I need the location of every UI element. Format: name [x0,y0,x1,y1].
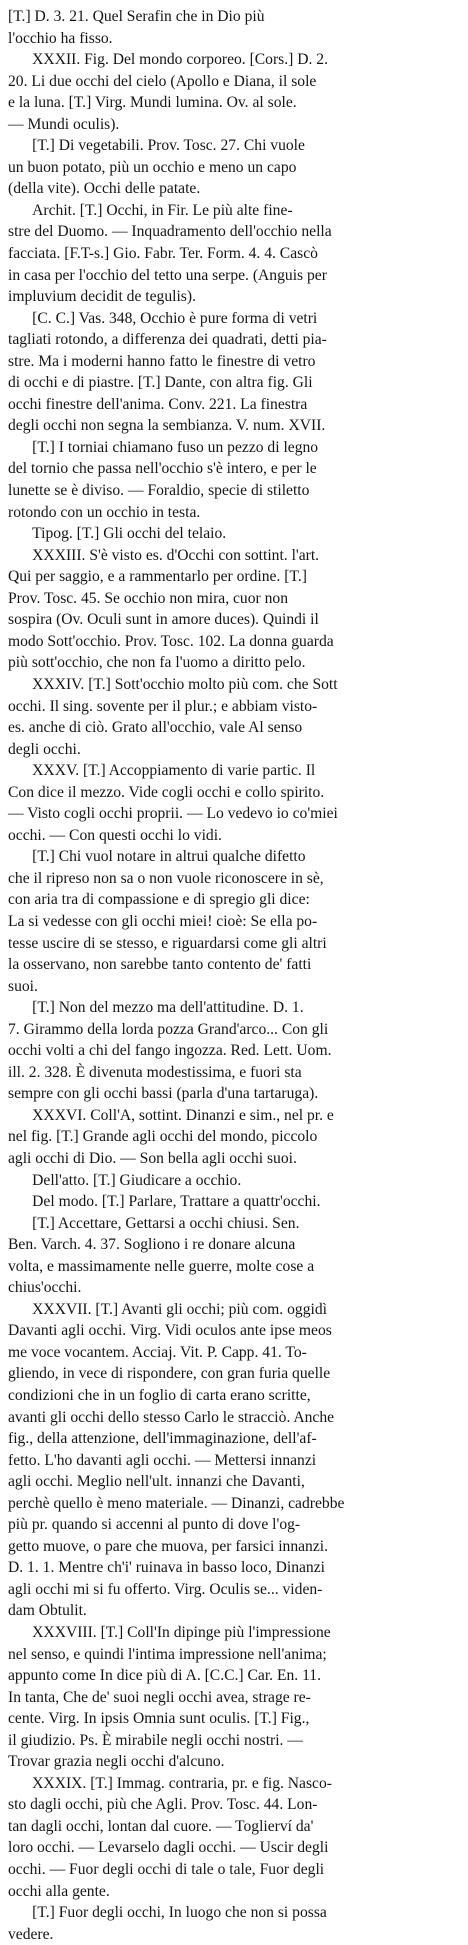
paragraph-16: [T.] Accettare, Gettarsi a occhi chiusi. Sen. Ben. Varch. 4. 37. Sogliono i re donare alcuna volta, e massimamente nelle guerre, molte cose a chius'occhi. [8,1214,315,1297]
paragraph-14: Dell'atto. [T.] Giudicare a occhio. [32,1171,242,1189]
paragraph-15: Del modo. [T.] Parlare, Trattare a quattr'occhi. [32,1193,321,1211]
paragraph-04: Archit. [T.] Occhi, in Fir. Le più alte fine- stre del Duomo. — Inquadramento dell'occhio nella facciata. [F.T-s.] Gio. Fabr. Ter. Form. 4. 4. Cascò in casa per l'occhio del tetto una serpe. (Anguis per impluvium decidit de tegulis). [8,201,332,306]
paragraph-03: [T.] Di vegetabili. Prov. Tosc. 27. Chi vuole un buon potato, più un occhio e meno un capo (della vite). Occhi delle patate. [8,137,305,198]
paragraph-20: [T.] Fuor degli occhi, In luogo che non si possa vedere. [8,1904,327,1943]
paragraph-05: [C. C.] Vas. 348, Occhio è pure forma di vetri tagliati rotondo, a differenza dei quadrati, detti pia- stre. Ma i moderni hanno fatto le finestre di vetro di occhi e di piastre. [T.] Dante, con altra fig. Gli occhi finestre dell'anima. Conv. 221. La finestra degli occhi non segna la sembianza. V. num. XVII. [8,309,327,435]
paragraph-01: [T.] D. 3. 21. Quel Serafin che in Dio più l'occhio ha fisso. [8,8,265,47]
paragraph-02: XXXII. Fig. Del mondo corporeo. [Cors.] D. 2. 20. Li due occhi del cielo (Apollo e Diana, il sole e la luna. [T.] Virg. Mundi lumina. Ov. al sole. — Mundi oculis). [8,51,328,133]
paragraph-12: [T.] Non del mezzo ma dell'attitudine. D. 1. 7. Girammo della lorda pozza Grand'arco... Con gli occhi volti a chi del fango ingozza. Red. Lett. Uom. ill. 2. 328. È divenuta modestissima, e fuori sta sempre con gli occhi bassi (parla d'una tartaruga). [8,999,332,1103]
paragraph-17: XXXVII. [T.] Avanti gli occhi; più com. oggidì Davanti agli occhi. Virg. Vidi oculos ante ipse meos me voce vocantem. Acciaj. Vit. P. Capp. 41. To- gliendo, in vece di rispondere, con gran furia quelle condizioni che in un foglio di carta erano scritte, avanti gli occhi dello stesso Carlo le stracciò. Anche fig., della attenzione, dell'immaginazione, dell'af- fetto. L'ho davanti agli occhi. — Mettersi innanzi agli occhi. Meglio nell'ult. innanzi che Davanti, perchè quello è meno materiale. — Dinanzi, cadrebbe più pr. quando si accenni al punto di dove l'og- getto muove, o pare che muova, per farsici innanzi. D. 1. 1. Mentre ch'i' ruinava in basso loco, Dinanzi agli occhi mi si fu offerto. Virg. Oculis se... viden- dam Obtulit. [8,1300,345,1620]
paragraph-07: Tipog. [T.] Gli occhi del telaio. [32,525,227,543]
paragraph-19: XXXIX. [T.] Immag. contraria, pr. e fig. Nasco- sto dagli occhi, più che Agli. Prov. Tosc. 44. Lon- tan dagli occhi, lontan dal cuore. — Toglierví da' loro occhi. — Levarselo dagli occhi. — Uscir degli occhi. — Fuor degli occhi di tale o tale, Fuor degli occhi alla gente. [8,1774,332,1900]
paragraph-06: [T.] I torniai chiamano fuso un pezzo di legno del tornio che passa nell'occhio s'è intero, e per le lunette se è diviso. — Foraldio, specie di stiletto rotondo con un occhio in testa. [8,438,319,521]
paragraph-10: XXXV. [T.] Accoppiamento di varie partic. Il Con dice il mezzo. Vide cogli occhi e collo spirito. — Visto cogli occhi proprii. — Lo vedevo io co'miei occhi. — Con questi occhi lo vidi. [8,762,338,844]
paragraph-18: XXXVIII. [T.] Coll'In dipinge più l'impressione nel senso, e quindi l'intima impressione nell'anima; appunto come In dice più di A. [C.C.] Car. En. 11. In tanta, Che de' suoi negli occhi avea, strage re- cente. Virg. In ipsis Omnia sunt oculis. [T.] Fig., il giudizio. Ps. È mirabile negli occhi nostri. — Trovar grazia negli occhi d'alcuno. [8,1624,331,1771]
paragraph-08: XXXIII. S'è visto es. d'Occhi con sottint. l'art. Qui per saggio, e a rammentarlo per ordine. [T.] Prov. Tosc. 45. Se occhio non mira, cuor non sospira (Ov. Oculi sunt in amore duces). Quindi il modo Sott'occhio. Prov. Tosc. 102. La donna guarda più sott'occhio, che non fa l'uomo a diritto pelo. [8,546,334,672]
paragraph-11: [T.] Chi vuol notare in altrui qualche difetto che il ripreso non sa o non vuole riconoscere in sè, con aria tra di compassione e di spregio gli dice: La si vedesse con gli occhi miei! cioè: Se ella po- tesse uscire di se stesso, e riguardarsi come gli altri la osservano, non sarebbe tanto contento de' fatti suoi. [8,848,327,995]
paragraph-13: XXXVI. Coll'A, sottint. Dinanzi e sim., nel pr. e nel fig. [T.] Grande agli occhi del mondo, piccolo agli occhi di Dio. — Son bella agli occhi suoi. [8,1106,334,1167]
paragraph-09: XXXIV. [T.] Sott'occhio molto più com. che Sott occhi. Il sing. sovente per il plur.; e abbiam visto- es. anche di ciò. Grato all'occhio, vale Al senso degli occhi. [8,675,338,758]
